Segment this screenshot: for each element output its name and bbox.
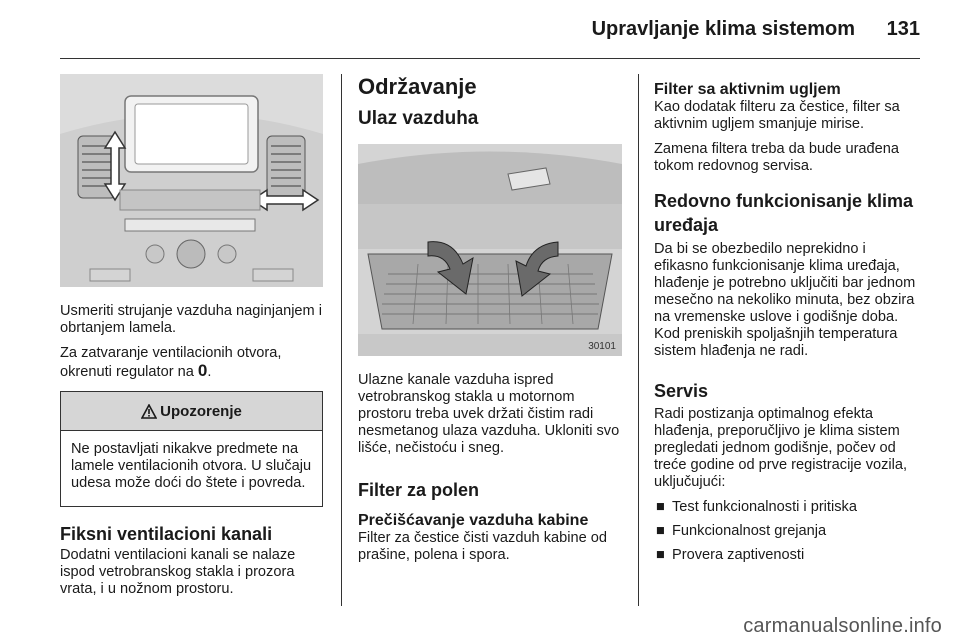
column-3 — [654, 74, 922, 571]
fixed-vents-heading: Fiksni ventilacioni kanali — [60, 524, 273, 544]
list-item: ■ Test funkcionalnosti i pritiska — [656, 499, 857, 515]
page-number: 131 — [886, 18, 920, 40]
pollen-filter-text: Filter za čestice čisti vazduh kabine od prašine, polena i spora. — [358, 530, 608, 563]
list-item: ■ Funkcionalnost grejanja — [656, 523, 827, 539]
header-rule — [60, 58, 920, 59]
air-intake-text: Ulazne kanale vazduha ispred vetrobranskog stakla u motornom prostoru treba uvek držati čistim radi nesmetanog ulaza vazduha. Ukloniti svo lišće, nečistoću i sneg. — [358, 372, 620, 456]
page-header — [60, 18, 920, 48]
warning-header — [61, 392, 322, 431]
cabin-air-heading: Prečišćavanje vazduha kabine — [358, 512, 589, 529]
service-heading: Servis — [654, 381, 709, 401]
watermark: carmanualsonline.info — [743, 615, 942, 637]
warning-text: Ne postavljati nikakve predmete na lamele ventilacionih otvora. U slučaju udesa može doći do štete i povreda. — [71, 441, 312, 491]
dashboard-vents-illustration — [60, 74, 323, 287]
air-intake-illustration — [358, 144, 622, 356]
service-text: Radi postizanja optimalnog efekta hlađenja, preporučljivo je klima sistem pregledati jednom godišnje, počev od treće godine od prve registracije vozila, uključujući: — [654, 406, 908, 490]
list-item: ■ Provera zaptivenosti — [656, 547, 805, 563]
maintenance-heading: Održavanje — [358, 74, 477, 99]
figure-dashboard-vents — [60, 74, 323, 287]
figure-air-intake — [358, 144, 622, 356]
pollen-filter-heading: Filter za polen — [358, 480, 480, 500]
regular-operation-heading: Redovno funkcionisanje klima uređaja — [654, 191, 914, 235]
column-divider-2 — [638, 74, 639, 606]
filter-replacement-text: Zamena filtera treba da bude urađena tokom redovnog servisa. — [654, 141, 900, 174]
column-divider-1 — [341, 74, 342, 606]
fixed-vents-text: Dodatni ventilacioni kanali se nalaze ispod vetrobranskog stakla i prozora vrata, i u nožnom prostoru. — [60, 547, 296, 597]
column-1 — [60, 74, 323, 606]
page-title: Upravljanje klima sistemom — [591, 18, 856, 40]
warning-triangle-icon — [141, 404, 157, 419]
carbon-filter-text: Kao dodatak filteru za čestice, filter sa aktivnim ugljem smanjuje mirise. — [654, 99, 900, 132]
vent-close-text: Za zatvaranje ventilacionih otvora, okrenuti regulator na 0. — [60, 345, 282, 380]
carbon-filter-heading: Filter sa aktivnim ugljem — [654, 81, 841, 98]
figure-code: 30101 — [588, 341, 616, 352]
column-2 — [358, 74, 622, 572]
regular-operation-text: Da bi se obezbedilo neprekidno i efikasno funkcionisanje klima uređaja, hlađenje je potrebno uključiti bar jednom mesečno na nekoliko minuta, bez obzira na vremenske uslove i godišnje doba. Kod preniskih spoljašnjih temperatura sistem hlađenja ne radi. — [654, 241, 916, 359]
air-intake-heading: Ulaz vazduha — [358, 108, 479, 129]
warning-box — [60, 391, 323, 507]
vent-direction-text: Usmeriti strujanje vazduha naginjanjem i obrtanjem lamela. — [60, 303, 323, 336]
warning-title: Upozorenje — [160, 402, 242, 420]
